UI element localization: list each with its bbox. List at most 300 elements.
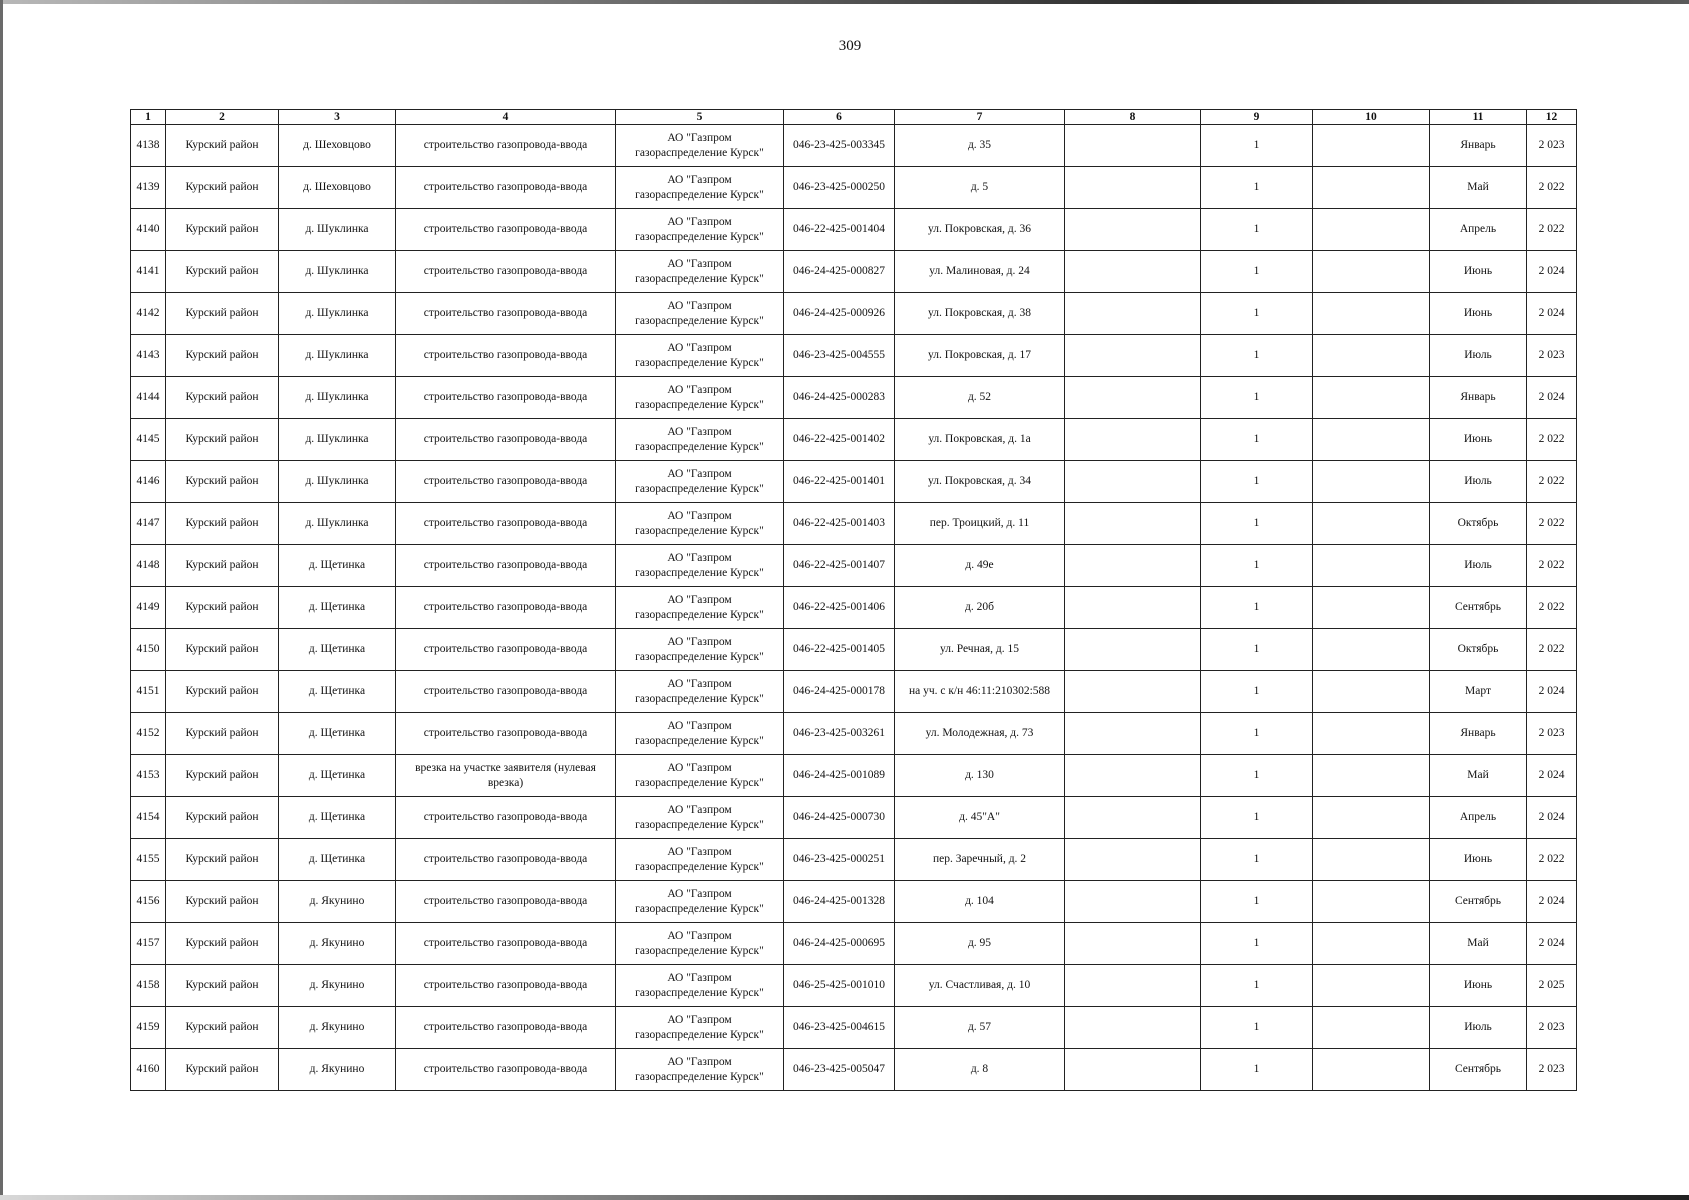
table-row	[131, 335, 1577, 377]
settlement-cell: д. Шеховцово	[279, 125, 396, 167]
object-address-cell: ул. Покровская, д. 34	[895, 461, 1065, 503]
district-cell: Курский район	[166, 965, 279, 1007]
application-code-cell: 046-23-425-003261	[784, 713, 895, 755]
organization-line-2: газораспределение Курск"	[635, 188, 764, 201]
year-cell: 2 022	[1527, 461, 1577, 503]
year-cell: 2 022	[1527, 167, 1577, 209]
settlement-cell: д. Щетинка	[279, 839, 396, 881]
table-row	[131, 377, 1577, 419]
month-cell: Июль	[1430, 461, 1527, 503]
district-cell: Курский район	[166, 503, 279, 545]
application-code-cell: 046-25-425-001010	[784, 965, 895, 1007]
column-8-cell	[1065, 503, 1201, 545]
column-10-cell	[1313, 503, 1430, 545]
row-number-cell: 4145	[131, 419, 166, 461]
column-8-cell	[1065, 671, 1201, 713]
application-code-cell: 046-22-425-001407	[784, 545, 895, 587]
settlement-cell: д. Щетинка	[279, 545, 396, 587]
table-row	[131, 755, 1577, 797]
month-cell: Май	[1430, 923, 1527, 965]
organization-cell	[616, 629, 784, 671]
work-type-cell: строительство газопровода-ввода	[396, 923, 616, 965]
month-cell: Сентябрь	[1430, 881, 1527, 923]
year-cell: 2 023	[1527, 125, 1577, 167]
column-8-cell	[1065, 713, 1201, 755]
table-row	[131, 839, 1577, 881]
column-10-cell	[1313, 419, 1430, 461]
scan-edge-bottom	[0, 1195, 1689, 1200]
organization-line-2: газораспределение Курск"	[635, 1070, 764, 1083]
header-cell: 6	[784, 110, 895, 125]
object-address-cell: ул. Покровская, д. 17	[895, 335, 1065, 377]
district-cell: Курский район	[166, 125, 279, 167]
district-cell: Курский район	[166, 839, 279, 881]
column-10-cell	[1313, 377, 1430, 419]
organization-line-1: АО "Газпром	[667, 845, 732, 858]
settlement-cell: д. Шуклинка	[279, 251, 396, 293]
object-address-cell: д. 49е	[895, 545, 1065, 587]
column-10-cell	[1313, 671, 1430, 713]
row-number-cell: 4141	[131, 251, 166, 293]
column-8-cell	[1065, 629, 1201, 671]
organization-cell	[616, 713, 784, 755]
month-cell: Март	[1430, 671, 1527, 713]
object-address-cell: ул. Покровская, д. 36	[895, 209, 1065, 251]
row-number-cell: 4140	[131, 209, 166, 251]
column-8-cell	[1065, 587, 1201, 629]
row-number-cell: 4144	[131, 377, 166, 419]
column-8-cell	[1065, 1007, 1201, 1049]
month-cell: Октябрь	[1430, 503, 1527, 545]
district-cell: Курский район	[166, 335, 279, 377]
month-cell: Май	[1430, 755, 1527, 797]
table-row	[131, 1049, 1577, 1091]
row-number-cell: 4157	[131, 923, 166, 965]
column-10-cell	[1313, 461, 1430, 503]
year-cell: 2 024	[1527, 881, 1577, 923]
organization-line-1: АО "Газпром	[667, 929, 732, 942]
work-type-cell: строительство газопровода-ввода	[396, 587, 616, 629]
quantity-cell: 1	[1201, 419, 1313, 461]
settlement-cell: д. Шуклинка	[279, 503, 396, 545]
object-address-cell: пер. Троицкий, д. 11	[895, 503, 1065, 545]
organization-line-1: АО "Газпром	[667, 341, 732, 354]
district-cell: Курский район	[166, 797, 279, 839]
settlement-cell: д. Шуклинка	[279, 293, 396, 335]
year-cell: 2 022	[1527, 209, 1577, 251]
object-address-cell: ул. Речная, д. 15	[895, 629, 1065, 671]
month-cell: Апрель	[1430, 209, 1527, 251]
table-row	[131, 965, 1577, 1007]
settlement-cell: д. Якунино	[279, 1049, 396, 1091]
application-code-cell: 046-23-425-000250	[784, 167, 895, 209]
month-cell: Апрель	[1430, 797, 1527, 839]
work-type-cell: строительство газопровода-ввода	[396, 251, 616, 293]
organization-cell	[616, 335, 784, 377]
year-cell: 2 023	[1527, 1007, 1577, 1049]
month-cell: Сентябрь	[1430, 1049, 1527, 1091]
table-row	[131, 209, 1577, 251]
header-cell: 5	[616, 110, 784, 125]
table-row	[131, 125, 1577, 167]
row-number-cell: 4138	[131, 125, 166, 167]
work-type-cell: строительство газопровода-ввода	[396, 797, 616, 839]
column-10-cell	[1313, 545, 1430, 587]
column-8-cell	[1065, 797, 1201, 839]
table-body	[131, 125, 1577, 1091]
quantity-cell: 1	[1201, 167, 1313, 209]
organization-cell	[616, 671, 784, 713]
column-10-cell	[1313, 881, 1430, 923]
organization-line-1: АО "Газпром	[667, 719, 732, 732]
scan-edge-left	[0, 0, 3, 1200]
header-cell: 9	[1201, 110, 1313, 125]
organization-cell	[616, 293, 784, 335]
district-cell: Курский район	[166, 293, 279, 335]
year-cell: 2 022	[1527, 503, 1577, 545]
header-cell: 4	[396, 110, 616, 125]
work-type-cell: строительство газопровода-ввода	[396, 461, 616, 503]
row-number-cell: 4148	[131, 545, 166, 587]
column-10-cell	[1313, 923, 1430, 965]
organization-cell	[616, 797, 784, 839]
column-10-cell	[1313, 209, 1430, 251]
row-number-cell: 4150	[131, 629, 166, 671]
work-type-cell: строительство газопровода-ввода	[396, 167, 616, 209]
row-number-cell: 4155	[131, 839, 166, 881]
object-address-cell: на уч. с к/н 46:11:210302:588	[895, 671, 1065, 713]
row-number-cell: 4153	[131, 755, 166, 797]
organization-line-1: АО "Газпром	[667, 131, 732, 144]
application-code-cell: 046-24-425-001328	[784, 881, 895, 923]
table-row	[131, 461, 1577, 503]
organization-cell	[616, 881, 784, 923]
district-cell: Курский район	[166, 755, 279, 797]
column-10-cell	[1313, 335, 1430, 377]
quantity-cell: 1	[1201, 1049, 1313, 1091]
header-cell: 2	[166, 110, 279, 125]
column-10-cell	[1313, 755, 1430, 797]
month-cell: Июнь	[1430, 251, 1527, 293]
object-address-cell: д. 57	[895, 1007, 1065, 1049]
settlement-cell: д. Щетинка	[279, 671, 396, 713]
column-10-cell	[1313, 1007, 1430, 1049]
month-cell: Июль	[1430, 1007, 1527, 1049]
organization-line-2: газораспределение Курск"	[635, 314, 764, 327]
object-address-cell: д. 5	[895, 167, 1065, 209]
year-cell: 2 024	[1527, 797, 1577, 839]
quantity-cell: 1	[1201, 545, 1313, 587]
district-cell: Курский район	[166, 461, 279, 503]
quantity-cell: 1	[1201, 461, 1313, 503]
table-row	[131, 503, 1577, 545]
work-type-cell: строительство газопровода-ввода	[396, 335, 616, 377]
row-number-cell: 4152	[131, 713, 166, 755]
application-code-cell: 046-23-425-003345	[784, 125, 895, 167]
row-number-cell: 4158	[131, 965, 166, 1007]
row-number-cell: 4156	[131, 881, 166, 923]
district-cell: Курский район	[166, 1049, 279, 1091]
organization-line-2: газораспределение Курск"	[635, 608, 764, 621]
row-number-cell: 4159	[131, 1007, 166, 1049]
organization-line-1: АО "Газпром	[667, 215, 732, 228]
settlement-cell: д. Щетинка	[279, 797, 396, 839]
year-cell: 2 024	[1527, 923, 1577, 965]
object-address-cell: ул. Покровская, д. 1а	[895, 419, 1065, 461]
work-type-cell: врезка на участке заявителя (нулевая врезка)	[396, 755, 616, 797]
column-8-cell	[1065, 923, 1201, 965]
application-code-cell: 046-24-425-000283	[784, 377, 895, 419]
settlement-cell: д. Якунино	[279, 881, 396, 923]
settlement-cell: д. Щетинка	[279, 587, 396, 629]
column-8-cell	[1065, 251, 1201, 293]
year-cell: 2 024	[1527, 755, 1577, 797]
organization-line-1: АО "Газпром	[667, 887, 732, 900]
object-address-cell: д. 45"А"	[895, 797, 1065, 839]
month-cell: Сентябрь	[1430, 587, 1527, 629]
table-row	[131, 713, 1577, 755]
district-cell: Курский район	[166, 881, 279, 923]
column-10-cell	[1313, 125, 1430, 167]
organization-line-1: АО "Газпром	[667, 971, 732, 984]
month-cell: Январь	[1430, 125, 1527, 167]
quantity-cell: 1	[1201, 377, 1313, 419]
year-cell: 2 023	[1527, 335, 1577, 377]
quantity-cell: 1	[1201, 587, 1313, 629]
table-row	[131, 293, 1577, 335]
work-type-cell: строительство газопровода-ввода	[396, 671, 616, 713]
year-cell: 2 022	[1527, 545, 1577, 587]
column-10-cell	[1313, 293, 1430, 335]
table-row	[131, 629, 1577, 671]
header-cell: 7	[895, 110, 1065, 125]
column-8-cell	[1065, 839, 1201, 881]
month-cell: Май	[1430, 167, 1527, 209]
column-10-cell	[1313, 587, 1430, 629]
object-address-cell: ул. Счастливая, д. 10	[895, 965, 1065, 1007]
row-number-cell: 4143	[131, 335, 166, 377]
settlement-cell: д. Шуклинка	[279, 419, 396, 461]
organization-line-2: газораспределение Курск"	[635, 692, 764, 705]
column-8-cell	[1065, 377, 1201, 419]
organization-line-2: газораспределение Курск"	[635, 482, 764, 495]
year-cell: 2 022	[1527, 587, 1577, 629]
table-row	[131, 671, 1577, 713]
organization-line-1: АО "Газпром	[667, 257, 732, 270]
row-number-cell: 4151	[131, 671, 166, 713]
quantity-cell: 1	[1201, 713, 1313, 755]
organization-line-2: газораспределение Курск"	[635, 650, 764, 663]
year-cell: 2 022	[1527, 419, 1577, 461]
work-type-cell: строительство газопровода-ввода	[396, 1049, 616, 1091]
object-address-cell: д. 20б	[895, 587, 1065, 629]
organization-line-2: газораспределение Курск"	[635, 944, 764, 957]
header-cell: 8	[1065, 110, 1201, 125]
application-code-cell: 046-23-425-005047	[784, 1049, 895, 1091]
quantity-cell: 1	[1201, 671, 1313, 713]
work-type-cell: строительство газопровода-ввода	[396, 125, 616, 167]
year-cell: 2 024	[1527, 377, 1577, 419]
organization-line-2: газораспределение Курск"	[635, 860, 764, 873]
work-type-cell: строительство газопровода-ввода	[396, 293, 616, 335]
work-type-cell: строительство газопровода-ввода	[396, 419, 616, 461]
application-code-cell: 046-22-425-001404	[784, 209, 895, 251]
work-type-cell: строительство газопровода-ввода	[396, 965, 616, 1007]
column-8-cell	[1065, 1049, 1201, 1091]
quantity-cell: 1	[1201, 839, 1313, 881]
object-address-cell: д. 8	[895, 1049, 1065, 1091]
row-number-cell: 4149	[131, 587, 166, 629]
quantity-cell: 1	[1201, 755, 1313, 797]
organization-line-2: газораспределение Курск"	[635, 902, 764, 915]
row-number-cell: 4154	[131, 797, 166, 839]
settlement-cell: д. Шуклинка	[279, 335, 396, 377]
quantity-cell: 1	[1201, 881, 1313, 923]
application-code-cell: 046-22-425-001405	[784, 629, 895, 671]
application-code-cell: 046-23-425-004615	[784, 1007, 895, 1049]
work-type-cell: строительство газопровода-ввода	[396, 713, 616, 755]
organization-line-1: АО "Газпром	[667, 551, 732, 564]
organization-line-2: газораспределение Курск"	[635, 146, 764, 159]
header-cell: 10	[1313, 110, 1430, 125]
quantity-cell: 1	[1201, 335, 1313, 377]
organization-line-2: газораспределение Курск"	[635, 776, 764, 789]
table-row	[131, 797, 1577, 839]
column-8-cell	[1065, 881, 1201, 923]
year-cell: 2 024	[1527, 293, 1577, 335]
organization-line-2: газораспределение Курск"	[635, 356, 764, 369]
column-10-cell	[1313, 797, 1430, 839]
organization-line-2: газораспределение Курск"	[635, 398, 764, 411]
application-code-cell: 046-22-425-001401	[784, 461, 895, 503]
column-8-cell	[1065, 167, 1201, 209]
header-row	[131, 110, 1577, 125]
district-cell: Курский район	[166, 1007, 279, 1049]
object-address-cell: д. 130	[895, 755, 1065, 797]
quantity-cell: 1	[1201, 1007, 1313, 1049]
month-cell: Июнь	[1430, 419, 1527, 461]
application-code-cell: 046-24-425-000695	[784, 923, 895, 965]
organization-cell	[616, 209, 784, 251]
object-address-cell: д. 95	[895, 923, 1065, 965]
table-row	[131, 419, 1577, 461]
organization-line-2: газораспределение Курск"	[635, 272, 764, 285]
object-address-cell: ул. Покровская, д. 38	[895, 293, 1065, 335]
work-type-cell: строительство газопровода-ввода	[396, 1007, 616, 1049]
organization-cell	[616, 419, 784, 461]
register-table	[130, 109, 1577, 1091]
year-cell: 2 023	[1527, 1049, 1577, 1091]
organization-cell	[616, 377, 784, 419]
table-row	[131, 167, 1577, 209]
organization-cell	[616, 1007, 784, 1049]
table-row	[131, 1007, 1577, 1049]
column-10-cell	[1313, 251, 1430, 293]
district-cell: Курский район	[166, 587, 279, 629]
organization-cell	[616, 503, 784, 545]
settlement-cell: д. Щетинка	[279, 755, 396, 797]
district-cell: Курский район	[166, 629, 279, 671]
object-address-cell: ул. Молодежная, д. 73	[895, 713, 1065, 755]
work-type-cell: строительство газопровода-ввода	[396, 209, 616, 251]
organization-line-1: АО "Газпром	[667, 173, 732, 186]
settlement-cell: д. Якунино	[279, 923, 396, 965]
settlement-cell: д. Якунино	[279, 965, 396, 1007]
scan-edge-top	[0, 0, 1689, 4]
organization-cell	[616, 755, 784, 797]
column-8-cell	[1065, 293, 1201, 335]
row-number-cell: 4139	[131, 167, 166, 209]
organization-line-1: АО "Газпром	[667, 635, 732, 648]
object-address-cell: д. 104	[895, 881, 1065, 923]
quantity-cell: 1	[1201, 125, 1313, 167]
district-cell: Курский район	[166, 545, 279, 587]
organization-line-1: АО "Газпром	[667, 803, 732, 816]
quantity-cell: 1	[1201, 209, 1313, 251]
quantity-cell: 1	[1201, 293, 1313, 335]
work-type-cell: строительство газопровода-ввода	[396, 629, 616, 671]
settlement-cell: д. Щетинка	[279, 713, 396, 755]
column-8-cell	[1065, 125, 1201, 167]
column-8-cell	[1065, 965, 1201, 1007]
settlement-cell: д. Якунино	[279, 1007, 396, 1049]
organization-line-2: газораспределение Курск"	[635, 986, 764, 999]
district-cell: Курский район	[166, 251, 279, 293]
column-8-cell	[1065, 209, 1201, 251]
month-cell: Июнь	[1430, 293, 1527, 335]
object-address-cell: пер. Заречный, д. 2	[895, 839, 1065, 881]
column-10-cell	[1313, 839, 1430, 881]
organization-line-2: газораспределение Курск"	[635, 818, 764, 831]
year-cell: 2 022	[1527, 629, 1577, 671]
month-cell: Октябрь	[1430, 629, 1527, 671]
month-cell: Июль	[1430, 545, 1527, 587]
work-type-cell: строительство газопровода-ввода	[396, 839, 616, 881]
year-cell: 2 024	[1527, 251, 1577, 293]
application-code-cell: 046-23-425-000251	[784, 839, 895, 881]
organization-line-2: газораспределение Курск"	[635, 1028, 764, 1041]
month-cell: Январь	[1430, 377, 1527, 419]
table-row	[131, 251, 1577, 293]
year-cell: 2 022	[1527, 839, 1577, 881]
month-cell: Январь	[1430, 713, 1527, 755]
quantity-cell: 1	[1201, 251, 1313, 293]
year-cell: 2 024	[1527, 671, 1577, 713]
column-10-cell	[1313, 629, 1430, 671]
header-cell: 3	[279, 110, 396, 125]
district-cell: Курский район	[166, 377, 279, 419]
work-type-cell: строительство газопровода-ввода	[396, 377, 616, 419]
organization-line-1: АО "Газпром	[667, 467, 732, 480]
settlement-cell: д. Шуклинка	[279, 461, 396, 503]
work-type-cell: строительство газопровода-ввода	[396, 503, 616, 545]
organization-cell	[616, 839, 784, 881]
work-type-cell: строительство газопровода-ввода	[396, 545, 616, 587]
month-cell: Июль	[1430, 335, 1527, 377]
organization-cell	[616, 545, 784, 587]
application-code-cell: 046-24-425-001089	[784, 755, 895, 797]
header-cell: 11	[1430, 110, 1527, 125]
quantity-cell: 1	[1201, 503, 1313, 545]
table-row	[131, 881, 1577, 923]
column-8-cell	[1065, 755, 1201, 797]
organization-line-1: АО "Газпром	[667, 425, 732, 438]
page-number: 309	[838, 38, 862, 54]
organization-line-1: АО "Газпром	[667, 677, 732, 690]
table-row	[131, 545, 1577, 587]
table-row	[131, 587, 1577, 629]
year-cell: 2 023	[1527, 713, 1577, 755]
